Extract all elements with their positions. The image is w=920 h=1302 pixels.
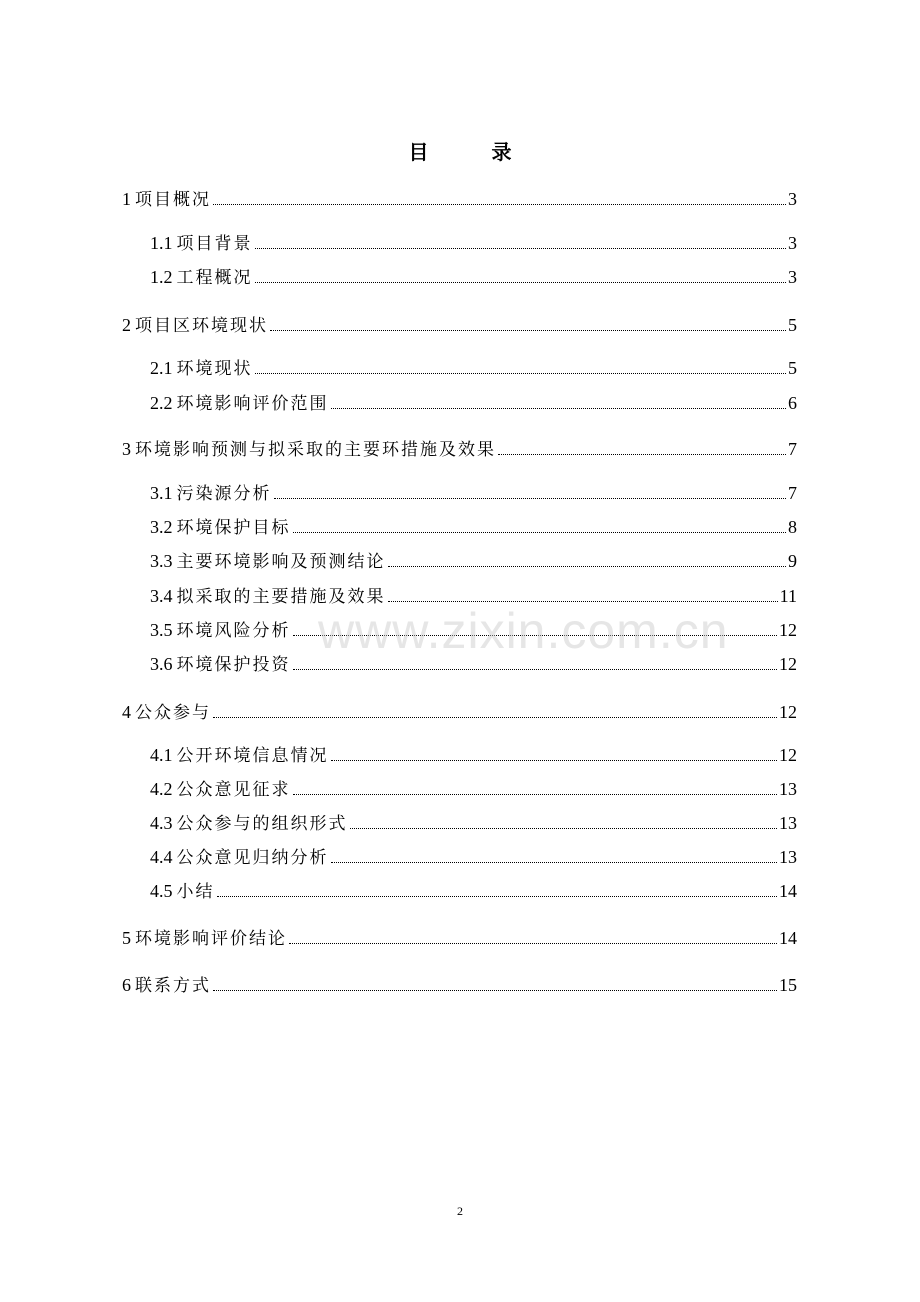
toc-entry-1-1[interactable] [150,232,797,254]
toc-entry-3[interactable] [122,438,797,460]
toc-entry-page: 14 [779,928,797,948]
watermark-text: www.zixin.com.cn [318,603,729,659]
toc-entry-number: 3 [122,439,131,459]
toc-leader-dots [255,373,787,374]
toc-leader-dots [331,408,787,409]
toc-entry-title: 项目区环境现状 [135,316,268,336]
toc-entry-4-4[interactable] [150,846,797,868]
toc-entry-4-5[interactable] [150,880,797,902]
toc-entry-page: 8 [788,517,797,537]
toc-entry-number: 4.3 [150,813,173,833]
toc-entry-3-3[interactable] [150,550,797,572]
toc-entry-page: 3 [788,267,797,287]
toc-leader-dots [331,760,778,761]
toc-entry-page: 12 [779,654,797,674]
toc-leader-dots [274,498,787,499]
toc-entry-number: 3.4 [150,586,173,606]
toc-entry-page: 5 [788,315,797,335]
toc-entry-title: 公众意见征求 [176,780,291,800]
toc-leader-dots [293,669,778,670]
toc-leader-dots [217,896,778,897]
toc-entry-1-2[interactable] [150,266,797,288]
toc-entry-title: 公众参与 [135,703,211,723]
toc-leader-dots [350,828,778,829]
toc-entry-title: 环境保护目标 [176,518,291,538]
toc-entry-6[interactable] [122,974,797,996]
toc-leader-dots [213,717,777,718]
toc-leader-dots [293,532,787,533]
toc-leader-dots [213,204,786,205]
toc-entry-title: 工程概况 [176,268,253,288]
toc-entry-number: 6 [122,975,131,995]
toc-entry-4-3[interactable] [150,812,797,834]
toc-entry-page: 3 [788,189,797,209]
page-number: 2 [457,1204,463,1218]
toc-entry-title: 公众意见归纳分析 [176,848,329,868]
toc-entry-number: 4.1 [150,745,173,765]
toc-entry-title: 主要环境影响及预测结论 [176,552,386,572]
toc-entry-page: 9 [788,551,797,571]
toc-leader-dots [388,566,787,567]
toc-entry-number: 4.2 [150,779,173,799]
toc-leader-dots [213,990,777,991]
toc-leader-dots [498,454,786,455]
toc-entry-title: 拟采取的主要措施及效果 [176,587,386,607]
toc-entry-page: 13 [779,813,797,833]
toc-entry-1[interactable] [122,188,797,210]
toc-entry-3-5[interactable] [150,619,797,641]
toc-entry-number: 3.2 [150,517,173,537]
toc-entry-page: 11 [779,586,797,606]
toc-entry-number: 3.5 [150,620,173,640]
toc-entry-5[interactable] [122,927,797,949]
toc-entry-page: 7 [788,483,797,503]
toc-entry-title: 公众参与的组织形式 [176,814,348,834]
toc-entry-title: 污染源分析 [176,484,272,504]
toc-entry-title: 环境保护投资 [176,655,291,675]
toc-entry-number: 3.1 [150,483,173,503]
toc-leader-dots [270,330,786,331]
toc-entry-number: 2.1 [150,358,173,378]
toc-entry-number: 1.2 [150,267,173,287]
toc-entry-3-4[interactable] [150,585,797,607]
toc-entry-number: 1.1 [150,233,173,253]
toc-entry-number: 3.6 [150,654,173,674]
toc-entry-page: 3 [788,233,797,253]
toc-entry-page: 6 [788,393,797,413]
toc-entry-page: 14 [779,881,797,901]
toc-entry-number: 4.5 [150,881,173,901]
toc-leader-dots [255,282,787,283]
toc-entry-number: 5 [122,928,131,948]
toc-entry-number: 4.4 [150,847,173,867]
toc-entry-page: 5 [788,358,797,378]
toc-entry-title: 环境现状 [176,359,253,379]
toc-entry-title: 项目概况 [135,190,211,210]
toc-entry-title: 联系方式 [135,976,211,996]
toc-entry-page: 12 [779,620,797,640]
toc-entry-title: 环境风险分析 [176,621,291,641]
toc-entry-page: 12 [779,745,797,765]
toc-entry-3-2[interactable] [150,516,797,538]
toc-entry-title: 环境影响预测与拟采取的主要环措施及效果 [135,440,496,460]
toc-entry-number: 4 [122,702,131,722]
toc-entry-title: 环境影响评价范围 [176,394,329,414]
toc-leader-dots [331,862,778,863]
toc-entry-title: 公开环境信息情况 [176,746,329,766]
toc-entry-3-1[interactable] [150,482,797,504]
toc-entry-page: 12 [779,702,797,722]
toc-leader-dots [255,248,787,249]
toc-entry-number: 3.3 [150,551,173,571]
toc-leader-dots [293,794,778,795]
toc-leader-dots [293,635,778,636]
toc-entry-page: 15 [779,975,797,995]
toc-entry-4-1[interactable] [150,744,797,766]
toc-entry-page: 13 [779,779,797,799]
toc-leader-dots [289,943,777,944]
toc-entry-number: 2 [122,315,131,335]
toc-title: 目 录 [408,140,540,164]
toc-entry-2[interactable] [122,314,797,336]
toc-entry-title: 小结 [176,882,215,902]
toc-entry-4-2[interactable] [150,778,797,800]
toc-entry-title: 项目背景 [176,234,253,254]
toc-entry-page: 13 [779,847,797,867]
toc-entry-4[interactable] [122,701,797,723]
toc-entry-page: 7 [788,439,797,459]
toc-entry-3-6[interactable] [150,653,797,675]
toc-entry-number: 2.2 [150,393,173,413]
toc-entry-number: 1 [122,189,131,209]
toc-entry-2-2[interactable] [150,392,797,414]
toc-entry-2-1[interactable] [150,357,797,379]
toc-entry-title: 环境影响评价结论 [135,929,287,949]
toc-leader-dots [388,601,778,602]
